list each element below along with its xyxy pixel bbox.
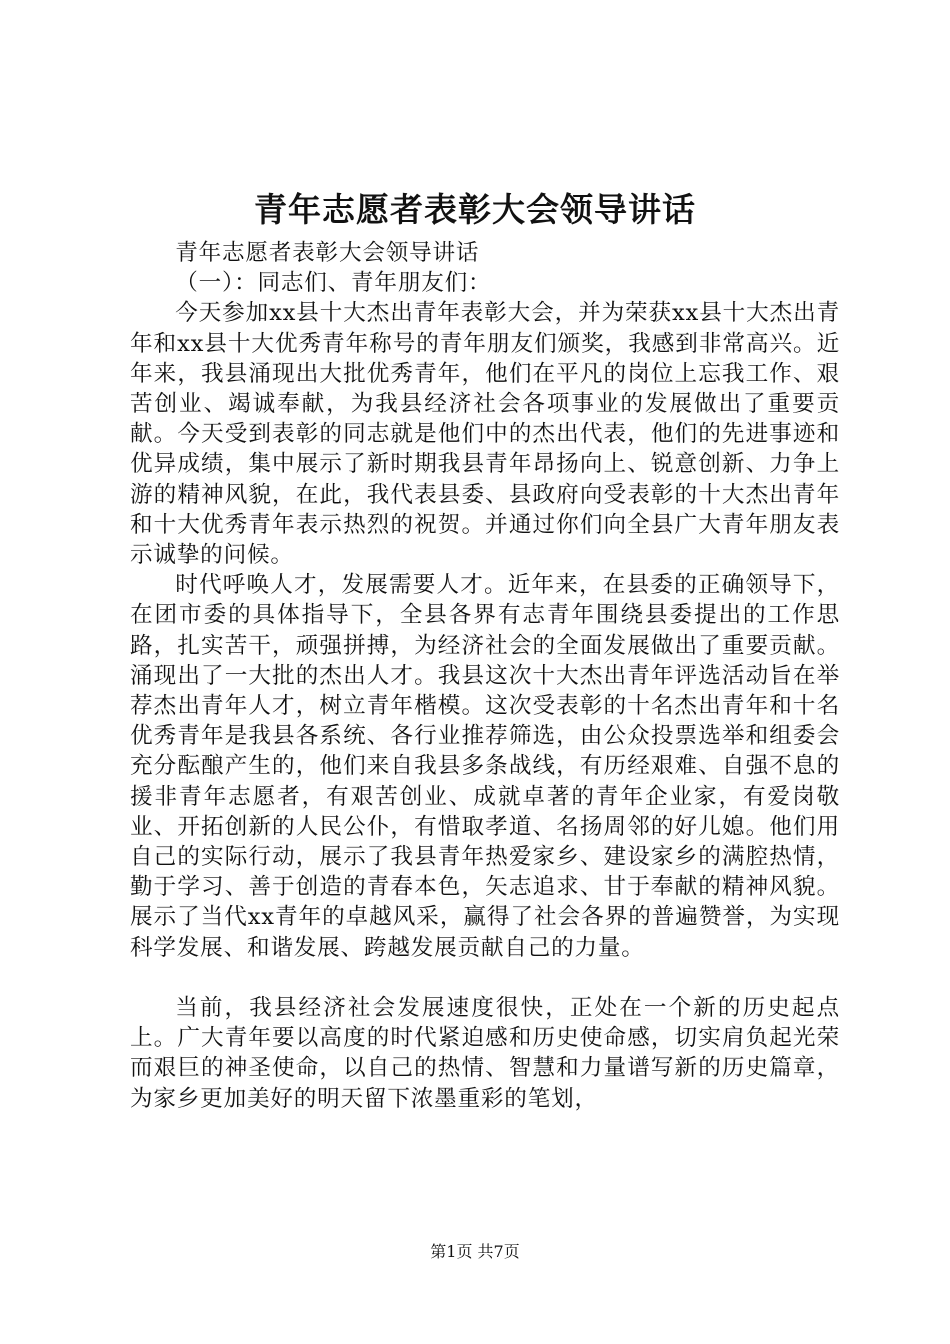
paragraph-salutation: （一）：同志们、青年朋友们： <box>175 270 492 297</box>
paragraph-1: 今天参加xx县十大杰出青年表彰大会，并为荣获xx县十大杰出青年和xx县十大优秀青年称号的青年朋友们颁奖，我感到非常高兴。近年来，我县涌现出大批优秀青年，他们在平凡的岗位上忘我工作、艰苦创业、竭诚奉献，为我县经济社会各项事业的发展做出了重要贡献。今天受到表彰的同志就是他们中的杰出代表，他们的先进事迹和优异成绩，集中展示了新时期我县青年昂扬向上、锐意创新、力争上游的精神风貌，在此，我代表县委、县政府向受表彰的十大杰出青年和十大优秀青年表示热烈的祝贺。并通过你们向全县广大青年朋友表示诚挚的问候。 <box>130 300 840 569</box>
paragraph-subtitle: 青年志愿者表彰大会领导讲话 <box>175 240 480 266</box>
document-body <box>130 238 840 1114</box>
paragraph-2: 时代呼唤人才，发展需要人才。近年来，在县委的正确领导下，在团市委的具体指导下，全县各界有志青年围绕县委提出的工作思路，扎实苦干，顽强拼搏，为经济社会的全面发展做出了重要贡献。涌现出了一大批的杰出人才。我县这次十大杰出青年评选活动旨在举荐杰出青年人才，树立青年楷模。这次受表彰的十名杰出青年和十名优秀青年是我县各系统、各行业推荐筛选，由公众投票选举和组委会充分酝酿产生的，他们来自我县多条战线，有历经艰难、自强不息的援非青年志愿者，有艰苦创业、成就卓著的青年企业家，有爱岗敬业、开拓创新的人民公仆，有惜取孝道、名扬周邻的好儿媳。他们用自己的实际行动，展示了我县青年热爱家乡、建设家乡的满腔热情，勤于学习、善于创造的青春本色，矢志追求、甘于奉献的精神风貌。展示了当代xx青年的卓越风采，赢得了社会各界的普遍赞誉，为实现科学发展、和谐发展、跨越发展贡献自己的力量。 <box>130 572 840 961</box>
paragraph-3: 当前，我县经济社会发展速度很快，正处在一个新的历史起点上。广大青年要以高度的时代紧迫感和历史使命感，切实肩负起光荣而艰巨的神圣使命，以自己的热情、智慧和力量谱写新的历史篇章，为家乡更加美好的明天留下浓墨重彩的笔划， <box>130 995 840 1112</box>
document-title: 青年志愿者表彰大会领导讲话 <box>254 190 696 229</box>
page-footer: 第1页 共7页 <box>430 1242 520 1261</box>
